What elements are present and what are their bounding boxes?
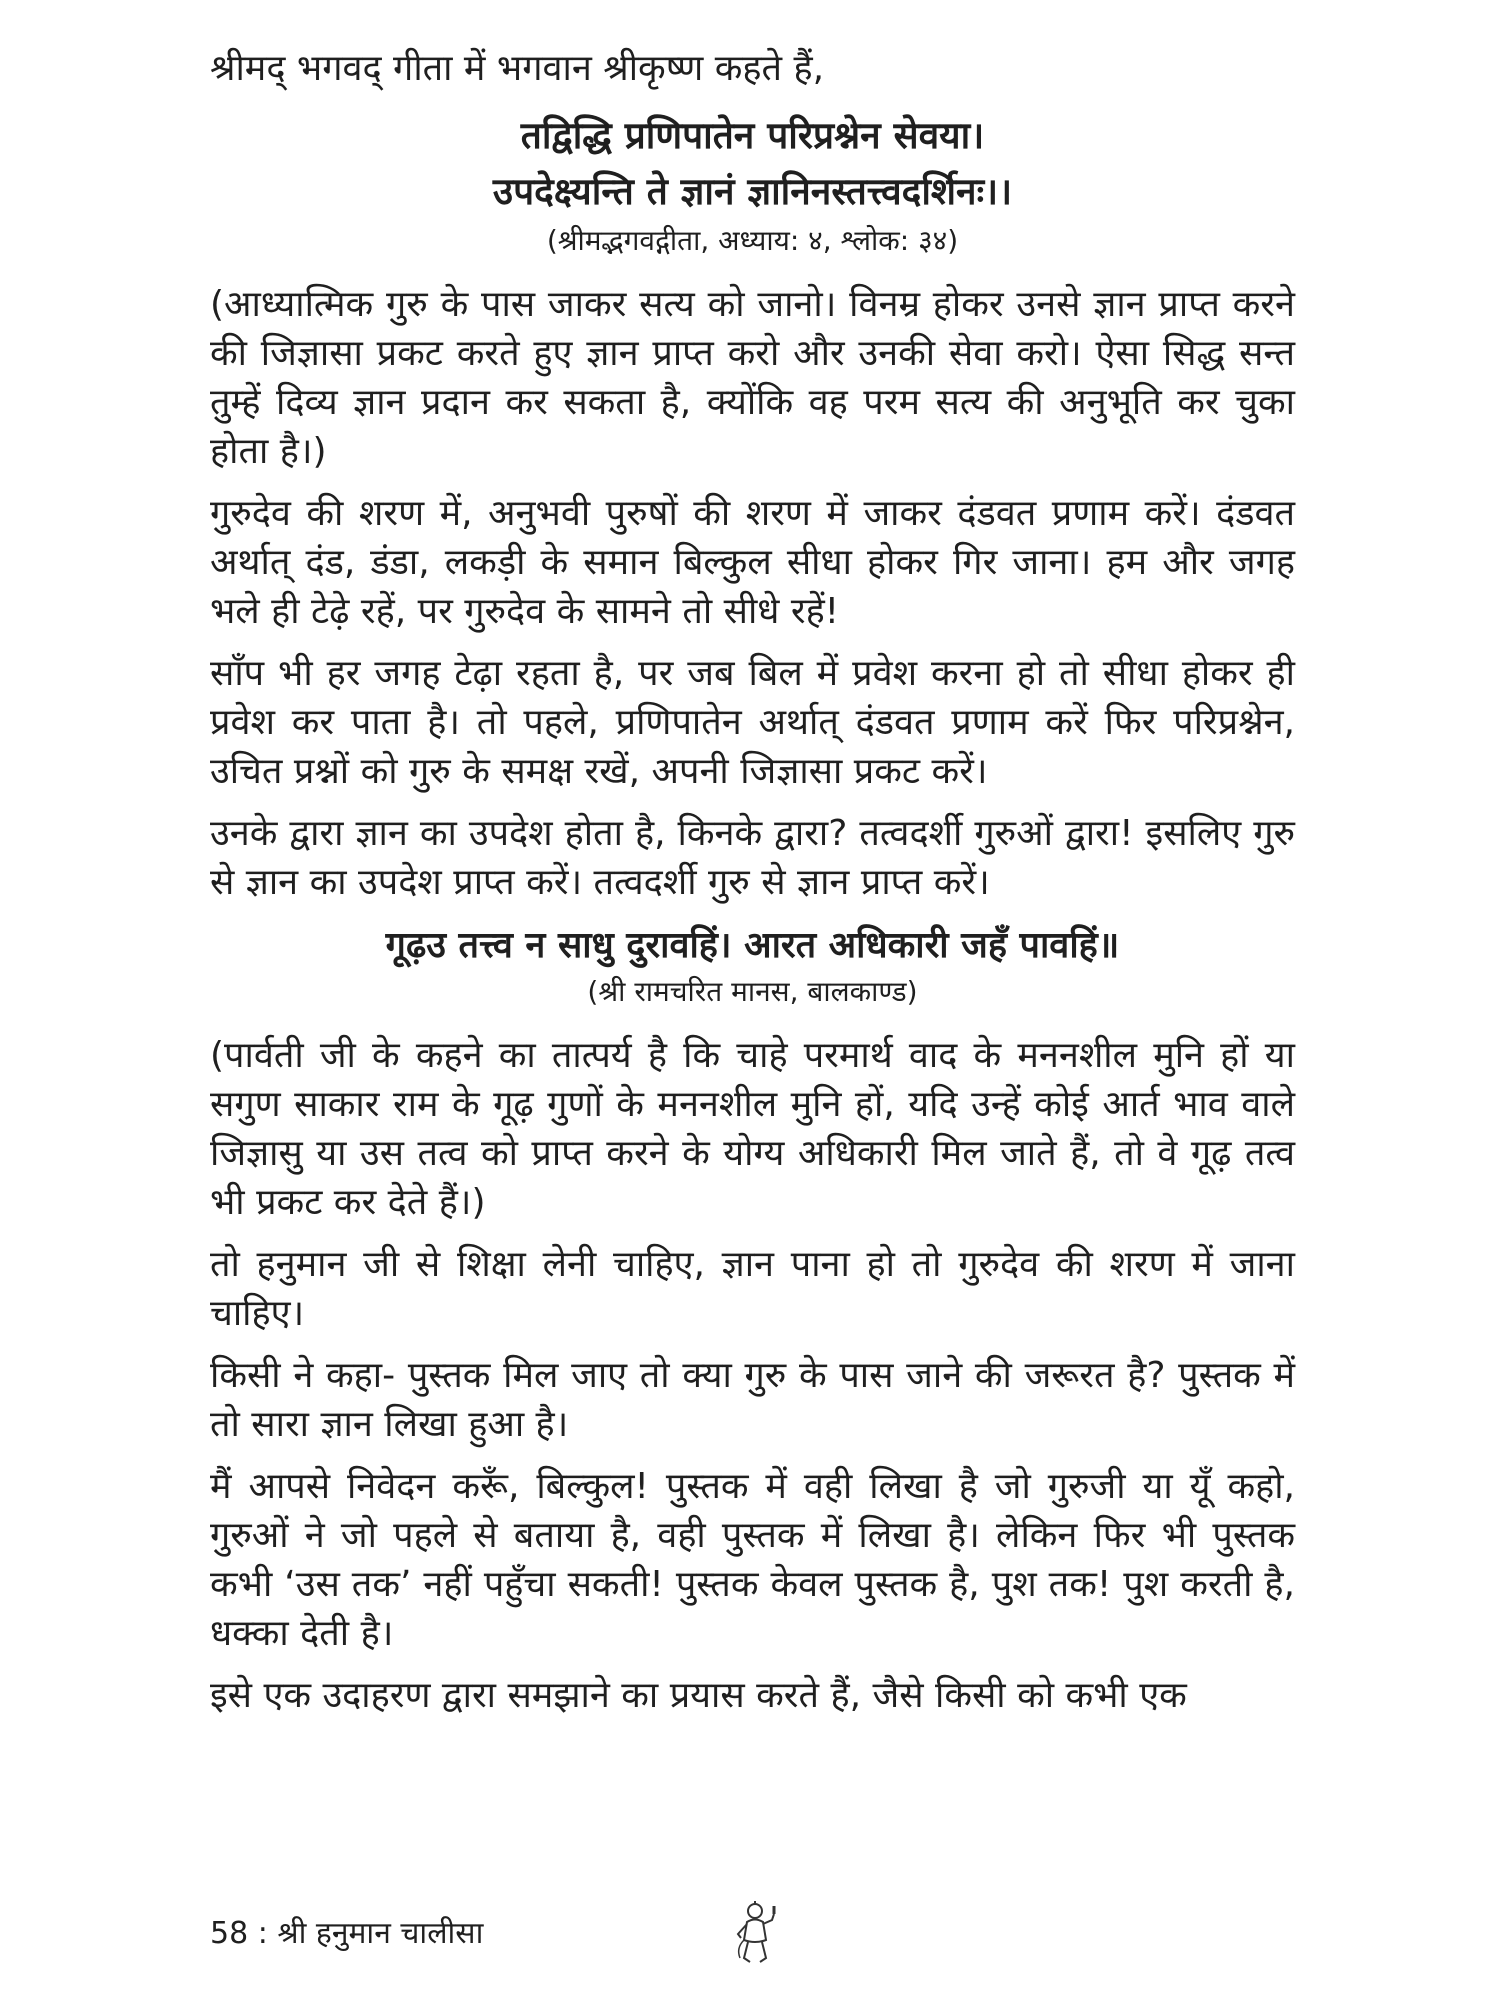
paragraph-example: इसे एक उदाहरण द्वारा समझाने का प्रयास करते हैं, जैसे किसी को कभी एक xyxy=(210,1675,1187,1716)
intro-line: श्रीमद् भगवद् गीता में भगवान श्रीकृष्ण कहते हैं, xyxy=(210,48,825,89)
manas-verse-block xyxy=(210,921,1295,1013)
manas-citation: (श्री रामचरित मानस, बालकाण्ड) xyxy=(587,975,918,1008)
gita-citation: (श्रीमद्भगवद्गीता, अध्याय: ४, श्लोक: ३४) xyxy=(546,224,959,257)
page-number-label: 58 : श्री हनुमान चालीसा xyxy=(210,1916,484,1951)
page-footer xyxy=(210,1900,1295,1970)
hanuman-figure-icon xyxy=(730,1900,780,1966)
paragraph-hanuman-shiksha: तो हनुमान जी से शिक्षा लेनी चाहिए, ज्ञान पाना हो तो गुरुदेव की शरण में जाना चाहिए। xyxy=(210,1244,1295,1334)
gita-verse-line-2: उपदेक्ष्यन्ति ते ज्ञानं ज्ञानिनस्तत्त्वदर्शिनः।। xyxy=(492,170,1013,213)
manas-verse-line: गूढ़उ तत्त्व न साधु दुरावहिं। आरत अधिकारी जहँ पावहिं॥ xyxy=(385,925,1120,966)
gita-verse-block xyxy=(210,108,1295,262)
paragraph-book-question: किसी ने कहा- पुस्तक मिल जाए तो क्या गुरु के पास जाने की जरूरत है? पुस्तक में तो सारा ज्ञान लिखा हुआ है। xyxy=(210,1355,1295,1445)
paragraph-snake: साँप भी हर जगह टेढ़ा रहता है, पर जब बिल में प्रवेश करना हो तो सीधा होकर ही प्रवेश कर पाता है। तो पहले, प्रणिपातेन अर्थात् दंडवत प्रणाम करें फिर परिप्रश्नेन, उचित प्रश्नों को गुरु के समक्ष रखें, अपनी जिज्ञासा प्रकट करें। xyxy=(210,653,1295,792)
gita-verse-line-1: तद्विद्धि प्रणिपातेन परिप्रश्नेन सेवया। xyxy=(520,114,985,157)
paragraph-dandvat: गुरुदेव की शरण में, अनुभवी पुरुषों की शरण में जाकर दंडवत प्रणाम करें। दंडवत अर्थात् दंड, डंडा, लकड़ी के समान बिल्कुल सीधा होकर गिर जाना। हम और जगह भले ही टेढ़े रहें, पर गुरुदेव के सामने तो सीधे रहें! xyxy=(210,493,1295,632)
paragraph-book-answer: मैं आपसे निवेदन करूँ, बिल्कुल! पुस्तक में वही लिखा है जो गुरुजी या यूँ कहो, गुरुओं ने जो पहले से बताया है, वही पुस्तक में लिखा है। लेकिन फिर भी पुस्तक कभी ‘उस तक’ नहीं पहुँचा सकती! पुस्तक केवल पुस्तक है, पुश तक! पुश करती है, धक्का देती है। xyxy=(210,1466,1295,1654)
paragraph-tatvadarshi: उनके द्वारा ज्ञान का उपदेश होता है, किनके द्वारा? तत्वदर्शी गुरुओं द्वारा! इसलिए गुरु से ज्ञान का उपदेश प्राप्त करें। तत्वदर्शी गुरु से ज्ञान प्राप्त करें। xyxy=(210,813,1295,903)
paragraph-parvati: (पार्वती जी के कहने का तात्पर्य है कि चाहे परमार्थ वाद के मननशील मुनि हों या सगुण साकार राम के गूढ़ गुणों के मननशील मुनि हों, यदि उन्हें कोई आर्त भाव वाले जिज्ञासु या उस तत्व को प्राप्त करने के योग्य अधिकारी मिल जाते हैं, तो वे गूढ़ तत्व भी प्रकट कर देते हैं।) xyxy=(210,1035,1295,1223)
paragraph-gita-translation: (आध्यात्मिक गुरु के पास जाकर सत्य को जानो। विनम्र होकर उनसे ज्ञान प्राप्त करने की जिज्ञासा प्रकट करते हुए ज्ञान प्राप्त करो और उनकी सेवा करो। ऐसा सिद्ध सन्त तुम्हें दिव्य ज्ञान प्रदान कर सकता है, क्योंकि वह परम सत्य की अनुभूति कर चुका होता है।) xyxy=(210,284,1295,472)
book-page xyxy=(210,40,1295,1980)
